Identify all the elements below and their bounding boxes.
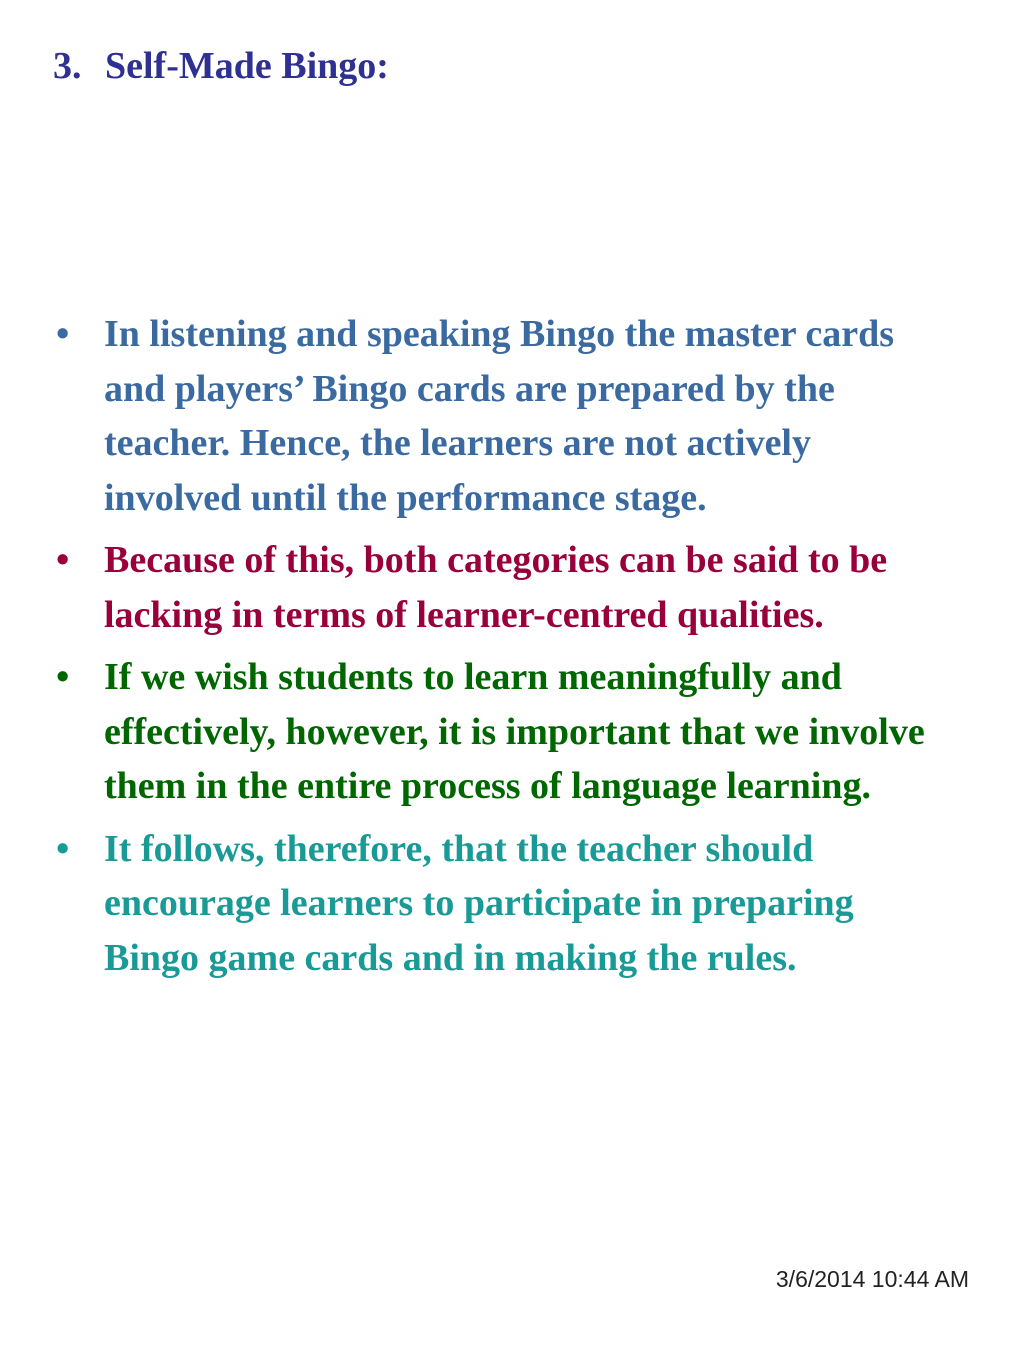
title-number: 3. <box>53 45 82 87</box>
bullet-item-involve-students <box>56 650 956 814</box>
footer-date: 3/6/2014 10:44 AM <box>775 1266 969 1292</box>
bullet-marker: • <box>56 313 70 355</box>
bullet-item-encourage-participation <box>56 822 956 986</box>
bullet-text: In listening and speaking Bingo the master cards and players’ Bingo cards are prepared by the teacher. Hence, the learners are not actively involved until the performance stage. <box>104 313 895 519</box>
bullet-text: If we wish students to learn meaningfully and effectively, however, it is important that we involve them in the entire process of language learning. <box>104 656 925 807</box>
bullet-text: Because of this, both categories can be said to be lacking in terms of learner-centred qualities. <box>104 539 888 636</box>
bullet-marker: • <box>56 656 70 698</box>
bullet-item-teacher-prepared <box>56 307 956 525</box>
bullet-marker: • <box>56 827 70 870</box>
bullet-text: It follows, therefore, that the teacher should encourage learners to participate in preparing Bingo game cards and in making the rules. <box>104 827 854 979</box>
bullet-item-lacking-qualities <box>56 533 956 642</box>
bullet-marker: • <box>56 539 70 581</box>
title-text: Self-Made Bingo: <box>105 45 389 87</box>
bullet-list <box>56 307 956 993</box>
slide-title <box>53 44 389 88</box>
